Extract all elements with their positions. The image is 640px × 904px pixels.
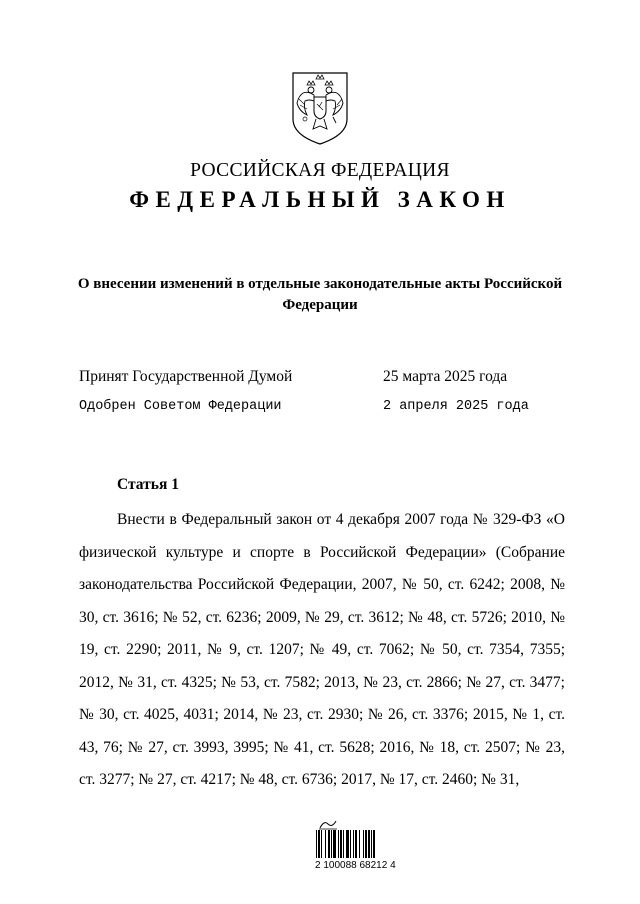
council-approval-date: 2 апреля 2025 года: [383, 399, 529, 414]
country-heading: РОССИЙСКАЯ ФЕДЕРАЦИЯ: [190, 160, 450, 181]
article-heading: Статья 1: [117, 476, 179, 493]
coat-of-arms-icon: [289, 69, 351, 147]
article-body-text: Внести в Федеральный закон от 4 декабря 2007 года № 329-ФЗ «О физической культуре и спорте в Российской Федерации» (Собрание законодательства Российской Федерации, 2007, № 50, ст. 6242; 2008, № 30, ст. 3616; № 52, ст. 6236; 2009, № 29, ст. 3612; № 48, ст. 5726; 2010, № 19, ст. 2290; 2011, № 9, ст. 1207; № 49, ст. 7062; № 50, ст. 7354, 7355; 2012, № 31, ст. 4325; № 53, ст. 7582; 2013, № 23, ст. 2866; № 27, ст. 3477; № 30, ст. 4025, 4031; 2014, № 23, ст. 2930; № 26, ст. 3376; 2015, № 1, ст. 43, 76; № 27, ст. 3993, 3995; № 41, ст. 5628; 2016, № 18, ст. 2507; № 23, ст. 3277; № 27, ст. 4217; № 48, ст. 6736; 2017, № 17, ст. 2460; № 31,: [79, 511, 565, 788]
law-title: О внесении изменений в отдельные законодательные акты Российской Федерации: [77, 276, 563, 313]
duma-adoption-date: 25 марта 2025 года: [383, 368, 508, 385]
barcode-number: 2 100088 68212 4: [315, 860, 396, 871]
barcode-icon: [315, 830, 405, 858]
document-type-heading: ФЕДЕРАЛЬНЫЙ ЗАКОН: [129, 187, 511, 212]
duma-adoption-label: Принят Государственной Думой: [79, 368, 293, 385]
barcode-logo-icon: [318, 818, 338, 830]
council-approval-label: Одобрен Советом Федерации: [79, 399, 282, 414]
